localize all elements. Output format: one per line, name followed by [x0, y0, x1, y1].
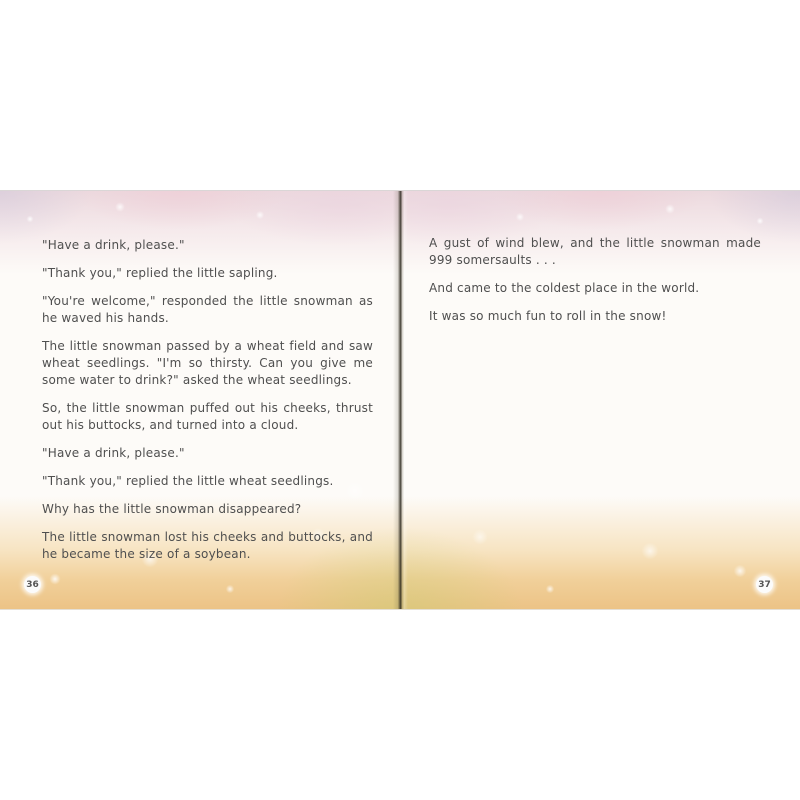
story-paragraph: The little snowman lost his cheeks and buttocks, and he became the size of a soybean.: [42, 530, 373, 561]
story-paragraph: "Have a drink, please.": [42, 238, 185, 252]
book-page-left: [0, 191, 400, 609]
story-paragraph: A gust of wind blew, and the little snowman made 999 somersaults . . .: [429, 236, 761, 267]
left-page-text: [42, 237, 373, 563]
book-spread: [0, 190, 800, 610]
story-paragraph: "You're welcome," responded the little snowman as he waved his hands.: [42, 294, 373, 325]
story-paragraph: And came to the coldest place in the world.: [429, 281, 700, 295]
story-paragraph: So, the little snowman puffed out his cheeks, thrust out his buttocks, and turned into a cloud.: [42, 401, 373, 432]
page-number-badge-left: 36: [24, 576, 41, 593]
right-page-text: [429, 235, 761, 325]
story-paragraph: "Thank you," replied the little wheat seedlings.: [42, 474, 334, 488]
story-paragraph: It was so much fun to roll in the snow!: [429, 309, 667, 323]
page-number-badge-right: 37: [756, 576, 773, 593]
story-paragraph: The little snowman passed by a wheat field and saw wheat seedlings. "I'm so thirsty. Can you give me some water to drink?" asked the wheat seedlings.: [42, 339, 373, 387]
story-paragraph: "Have a drink, please.": [42, 446, 185, 460]
book-page-right: [400, 191, 800, 609]
book-gutter: [393, 191, 408, 609]
story-paragraph: "Thank you," replied the little sapling.: [42, 266, 278, 280]
story-paragraph: Why has the little snowman disappeared?: [42, 502, 302, 516]
